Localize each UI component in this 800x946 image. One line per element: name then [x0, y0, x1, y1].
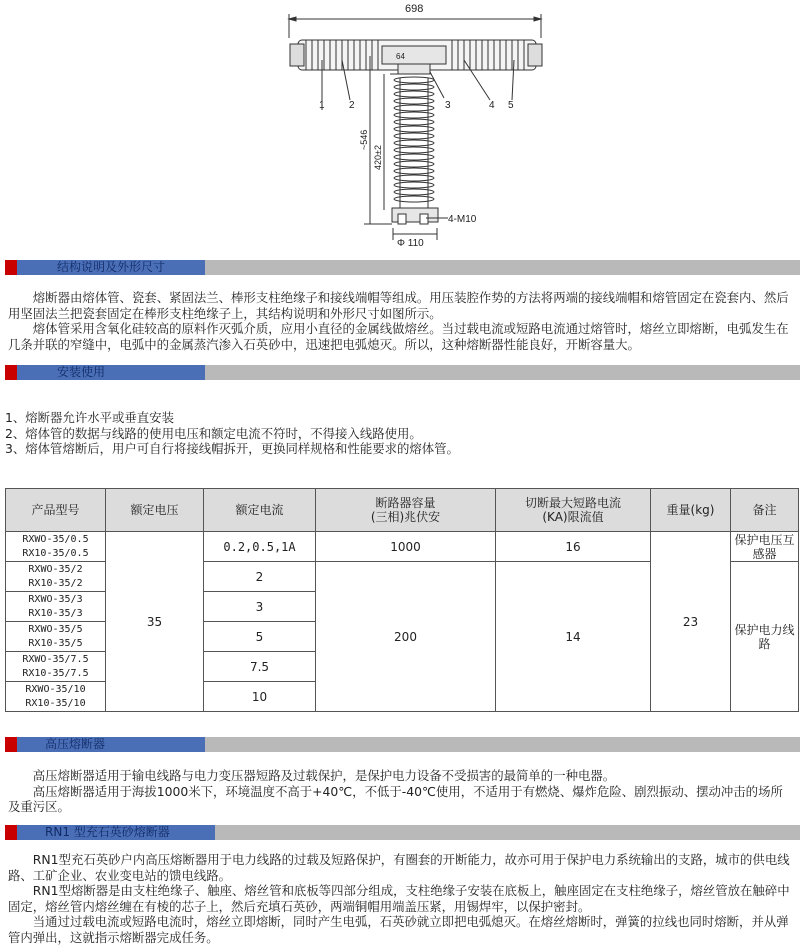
- current-cell: 10: [204, 682, 316, 712]
- model-cell: RXWO-35/3 RX10-35/3: [6, 592, 106, 622]
- cutoff-cell: 16: [496, 532, 651, 562]
- model-cell: RXWO-35/2 RX10-35/2: [6, 562, 106, 592]
- col-header-note: 备注: [731, 489, 799, 532]
- fuse-technical-drawing: [0, 0, 800, 250]
- section-title: 高压熔断器: [45, 737, 106, 751]
- model-cell: RXWO-35/7.5 RX10-35/7.5: [6, 652, 106, 682]
- col-header-cutoff: 切断最大短路电流 (KA)限流值: [496, 489, 651, 532]
- section-title: RN1 型充石英砂熔断器: [45, 825, 170, 839]
- col-header-capacity: 断路器容量 (三相)兆伏安: [316, 489, 496, 532]
- paragraph: RN1型充石英砂户内高压熔断器用于电力线路的过载及短路保护，有圈套的开断能力，故亦可用于保护电力系统输出的支路，城市的供电线路、工矿企业、农业变电站的馈电线路。: [8, 852, 790, 883]
- part-label-2: 2: [349, 100, 355, 111]
- current-cell: 3: [204, 592, 316, 622]
- paragraph: 熔体管采用含氧化硅较高的原料作灭弧介质，应用小直径的金属线做熔丝。当过载电流或短路电流通过熔管时，熔丝立即熔断，电弧发生在几条并联的窄缝中，电弧中的金属蒸汽渗入石英砂中，迅速把电弧熄灭。所以，这种熔断器性能良好，开断容量大。: [8, 321, 789, 352]
- col-header-weight: 重量(kg): [651, 489, 731, 532]
- paragraph: 当通过过载电流或短路电流时，熔丝立即熔断，同时产生电弧，石英砂就立即把电弧熄灭。在熔丝熔断时，弹簧的拉线也同时熔断，并从弹管内弹出，这就指示熔断器完成任务。: [8, 914, 789, 945]
- rn1-description: [8, 852, 794, 946]
- table-row: [6, 532, 799, 562]
- current-cell: 7.5: [204, 652, 316, 682]
- model-cell: RXWO-35/10 RX10-35/10: [6, 682, 106, 712]
- current-cell: 5: [204, 622, 316, 652]
- dim-base-dia: Φ 110: [397, 238, 424, 249]
- dim-small: 64: [396, 52, 405, 61]
- section-title: 结构说明及外形尺寸: [57, 260, 166, 274]
- col-header-model: 产品型号: [6, 489, 106, 532]
- current-cell: 0.2,0.5,1A: [204, 532, 316, 562]
- note-cell: 保护电力线路: [731, 562, 799, 712]
- section-header-structure: [5, 260, 800, 275]
- current-cell: 2: [204, 562, 316, 592]
- col-header-current: 额定电流: [204, 489, 316, 532]
- dim-height-inner: 420±2: [373, 145, 383, 170]
- weight-cell: 23: [651, 532, 731, 712]
- section-header-hv-fuse: [5, 737, 800, 752]
- model-cell: RXWO-35/5 RX10-35/5: [6, 622, 106, 652]
- note-cell: 保护电压互感器: [731, 532, 799, 562]
- cutoff-cell: 14: [496, 562, 651, 712]
- table-header-row: [6, 489, 799, 532]
- col-header-voltage: 额定电压: [106, 489, 204, 532]
- capacity-cell: 1000: [316, 532, 496, 562]
- section-title: 安装使用: [57, 365, 106, 379]
- capacity-cell: 200: [316, 562, 496, 712]
- dim-height-total: ~546: [359, 129, 369, 150]
- model-cell: RXWO-35/0.5 RX10-35/0.5: [6, 532, 106, 562]
- list-item: 2、熔体管的数据与线路的使用电压和额定电流不符时，不得接入线路使用。: [5, 425, 422, 441]
- paragraph: 高压熔断器适用于输电线路与电力变压器短路及过载保护，是保护电力设备不受损害的最简单的一种电器。: [32, 768, 616, 783]
- part-label-3: 3: [445, 100, 451, 111]
- dim-bolt: 4-M10: [448, 214, 477, 225]
- dim-top-width: 698: [405, 3, 424, 15]
- part-label-5: 5: [508, 100, 514, 111]
- list-item: 3、熔体管熔断后，用户可自行将接线帽拆开，更换同样规格和性能要求的熔体管。: [5, 441, 459, 456]
- list-item: 1、熔断器允许水平或垂直安装: [5, 410, 174, 425]
- part-label-1: 1: [319, 100, 325, 111]
- paragraph: 高压熔断器适用于海拔1000米下，环境温度不高于+40℃，不低于-40℃使用，不适用于有燃烧、爆炸危险、剧烈振动、摆动冲击的场所及重污区。: [8, 783, 783, 814]
- part-label-4: 4: [489, 100, 495, 111]
- voltage-cell: 35: [106, 532, 204, 712]
- spec-table: [5, 488, 799, 712]
- structure-description: [8, 290, 794, 352]
- hv-fuse-description: [8, 768, 794, 815]
- paragraph: RN1型熔断器是由支柱绝缘子、触座、熔丝管和底板等四部分组成，支柱绝缘子安装在底板上，触座固定在支柱绝缘子，熔丝管放在触碎中固定，熔丝管内熔丝缠在有棱的芯子上，然后充填石英砂，两端铜帽用端盖压紧，用锡焊牢，以保护密封。: [8, 883, 790, 914]
- paragraph: 熔断器由熔体管、瓷套、紧固法兰、棒形支柱绝缘子和接线端帽等组成。用压装腔作势的方法将两端的接线端帽和熔管固定在瓷套内、然后用坚固法兰把瓷套固定在棒形支柱绝缘子上，其结构说明和外形尺寸如图所示。: [8, 290, 789, 321]
- installation-list: [5, 410, 791, 457]
- section-header-rn1: [5, 825, 800, 840]
- section-header-installation: [5, 365, 800, 380]
